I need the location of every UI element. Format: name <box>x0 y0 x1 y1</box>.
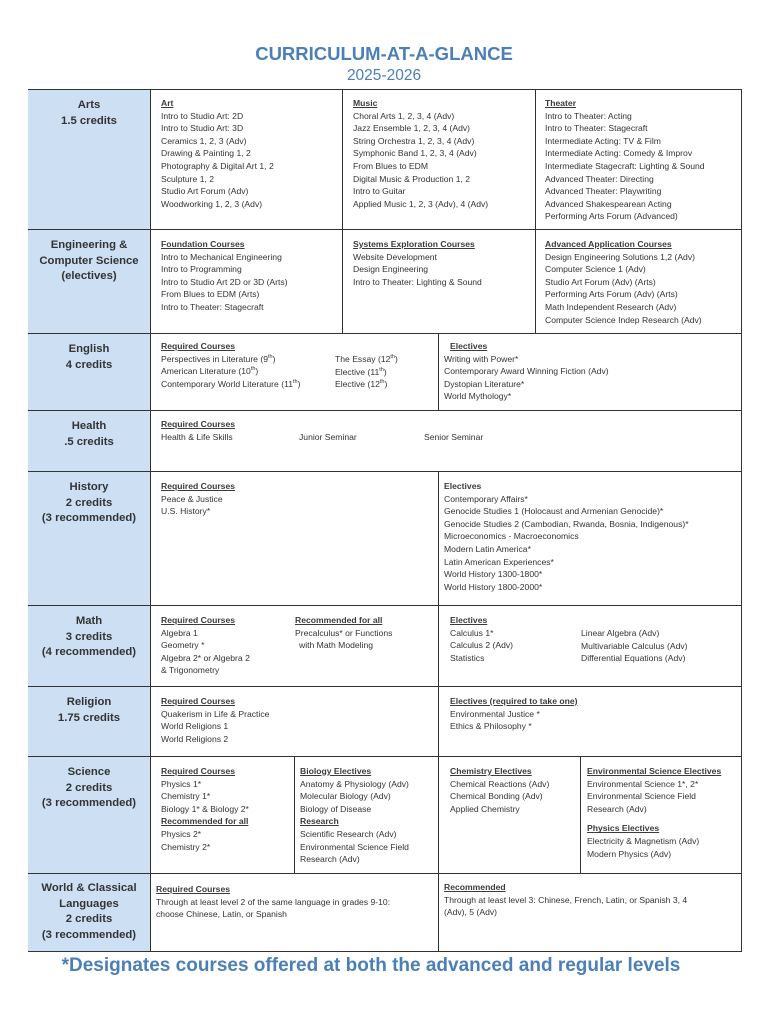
course-item: Ethics & Philosophy * <box>450 721 532 732</box>
column-divider <box>438 687 439 757</box>
course-text: ) <box>297 378 301 389</box>
course-item: Studio Art Forum (Adv) (Arts) <box>545 276 656 287</box>
math-recommended-column <box>295 614 392 652</box>
column-heading: Chemistry Electives <box>450 766 532 776</box>
column-heading: Electives <box>450 341 488 351</box>
math-electives-column-b <box>581 627 688 665</box>
english-required-column <box>161 340 300 390</box>
course-item: Sculpture 1, 2 <box>161 173 215 184</box>
subject-engineering <box>28 230 151 333</box>
course-item: Research (Adv) <box>300 854 360 865</box>
column-heading: Electives <box>450 615 488 625</box>
course-item: Intro to Theater: Acting <box>545 110 632 121</box>
column-heading: Electives <box>444 481 482 491</box>
subject-recommended: (3 recommended) <box>41 929 137 942</box>
course-item: Electricity & Magnetism (Adv) <box>587 835 700 846</box>
course-item: Performing Arts Forum (Adv) (Arts) <box>545 289 678 300</box>
subject-name: Math <box>75 615 103 627</box>
arts-music-column <box>353 97 488 210</box>
ordinal-suffix: th <box>268 353 273 360</box>
course-item: Environmental Science 1*, 2* <box>587 778 699 789</box>
ordinal-suffix: th <box>379 366 384 373</box>
column-divider <box>580 757 581 874</box>
subject-name: English <box>68 343 110 355</box>
column-divider <box>342 230 343 334</box>
history-electives-column <box>444 480 689 593</box>
course-item: Photography & Digital Art 1, 2 <box>161 160 274 171</box>
column-heading: Research <box>300 816 339 827</box>
course-item: Scientific Research (Adv) <box>300 828 397 839</box>
course-item: Intro to Theater: Lighting & Sound <box>353 276 482 287</box>
health-required <box>161 418 235 443</box>
course-item: Biology 1* & Biology 2* <box>161 803 249 814</box>
course-item: (Adv), 5 (Adv) <box>444 907 498 918</box>
column-divider <box>438 334 439 411</box>
subject-name: World & Classical <box>41 882 137 894</box>
eng-systems-column <box>353 238 482 288</box>
science-required-column <box>161 765 249 853</box>
course-text: Elective (11 <box>335 366 380 377</box>
course-item: Advanced Shakespearean Acting <box>545 198 672 209</box>
subject-math <box>28 606 151 686</box>
column-heading: Art <box>161 98 174 108</box>
history-required-column <box>161 480 235 518</box>
course-item: World Religions 1 <box>161 721 229 732</box>
subject-english <box>28 334 151 410</box>
column-divider <box>342 90 343 230</box>
religion-required-column <box>161 695 269 745</box>
course-item: Genocide Studies 2 (Cambodian, Rwanda, Bosnia, Indigenous)* <box>444 518 689 529</box>
column-heading: Music <box>353 98 378 108</box>
course-item: Website Development <box>353 251 437 262</box>
course-item: Intro to Theater: Stagecraft <box>545 123 648 134</box>
course-text: ) <box>255 366 259 377</box>
column-heading: Environmental Science Electives <box>587 766 722 776</box>
english-electives-column <box>444 340 609 403</box>
column-heading: Required Courses <box>161 615 236 625</box>
column-heading: Advanced Application Courses <box>545 239 672 249</box>
course-item: Jazz Ensemble 1, 2, 3, 4 (Adv) <box>353 123 471 134</box>
column-heading: Required Courses <box>161 341 236 351</box>
subject-name: Science <box>67 766 111 778</box>
course-item: Drawing & Painting 1, 2 <box>161 148 251 159</box>
page-title: CURRICULUM-AT-A-GLANCE <box>255 43 513 64</box>
course-item: Performing Arts Forum (Advanced) <box>545 211 678 222</box>
subject-credits: 2 credits <box>65 913 113 926</box>
arts-art-column <box>161 97 274 210</box>
subject-name: History <box>69 481 109 493</box>
course-item: Health & Life Skills <box>161 431 233 442</box>
course-text: ) <box>395 354 398 364</box>
eng-advanced-column <box>545 238 702 326</box>
column-heading: Required Courses <box>161 766 236 776</box>
course-item: From Blues to EDM (Arts) <box>161 289 260 300</box>
subject-health <box>28 411 151 471</box>
course-item: Latin American Experiences* <box>444 556 554 567</box>
footnote: *Designates courses offered at both the advanced and regular levels <box>61 955 681 976</box>
column-heading: Recommended <box>444 882 506 892</box>
course-item: Intro to Guitar <box>353 186 406 197</box>
course-item: Precalculus* or Functions <box>295 627 393 638</box>
course-item: Advanced Theater: Directing <box>545 173 654 184</box>
column-divider <box>294 757 295 874</box>
course-item: Calculus 1* <box>450 627 494 638</box>
religion-electives-column <box>450 695 578 733</box>
science-biology-column <box>300 765 409 866</box>
course-item: with Math Modeling <box>299 640 374 651</box>
course-item: choose Chinese, Latin, or Spanish <box>156 909 287 920</box>
course-item: World History 1800-2000* <box>444 581 543 592</box>
eng-foundation-column <box>161 238 288 314</box>
course-item: Chemical Bonding (Adv) <box>450 791 543 802</box>
course-item: Intro to Studio Art: 2D <box>161 110 244 121</box>
column-heading: Required Courses <box>161 696 236 706</box>
course-item: Choral Arts 1, 2, 3, 4 (Adv) <box>353 110 455 121</box>
course-item: Digital Music & Production 1, 2 <box>353 173 471 184</box>
course-item: Calculus 2 (Adv) <box>450 640 514 651</box>
course-item: Biology of Disease <box>300 803 372 814</box>
course-item <box>161 378 300 391</box>
course-item: Senior Seminar <box>424 432 484 442</box>
course-item: Writing with Power* <box>444 353 519 364</box>
subject-name: Health <box>71 420 107 432</box>
subject-credits: 2 credits <box>65 496 113 509</box>
course-item: Intro to Studio Art: 3D <box>161 123 244 134</box>
math-electives-column <box>450 614 513 664</box>
course-item: Intro to Theater: Stagecraft <box>161 301 264 312</box>
ordinal-suffix: th <box>293 378 298 385</box>
course-item: Computer Science Indep Research (Adv) <box>545 314 702 325</box>
course-item: Quakerism in Life & Practice <box>161 708 270 719</box>
column-heading: Required Courses <box>161 481 236 491</box>
column-divider <box>438 757 439 874</box>
column-divider <box>438 472 439 606</box>
subject-name: Languages <box>59 897 119 910</box>
course-item: Statistics <box>450 652 485 663</box>
column-heading: Theater <box>545 98 577 108</box>
ordinal-suffix: th <box>379 379 385 386</box>
course-item: Environmental Justice * <box>450 708 540 719</box>
course-item: Microeconomics - Macroeconomics <box>444 531 579 542</box>
course-item: Math Independent Research (Adv) <box>545 301 677 312</box>
course-text: The Essay (12 <box>335 354 391 364</box>
course-item: Anatomy & Physiology (Adv) <box>300 778 409 789</box>
column-heading: Systems Exploration Courses <box>353 239 475 249</box>
science-environmental-column <box>587 765 721 860</box>
column-divider <box>438 874 439 952</box>
column-divider <box>535 90 536 230</box>
course-text: Elective (12 <box>335 379 380 390</box>
subject-name: Computer Science <box>39 254 139 267</box>
course-item: Algebra 1 <box>161 627 198 638</box>
course-item: Environmental Science Field <box>587 791 696 802</box>
course-item: World Mythology* <box>444 391 512 402</box>
subject-name: Religion <box>66 696 112 708</box>
course-text: ) <box>384 379 388 390</box>
course-item: String Orchestra 1, 2, 3, 4 (Adv) <box>353 135 475 146</box>
course-item <box>161 365 300 378</box>
course-item: Design Engineering <box>353 264 429 275</box>
arts-theater-column <box>545 97 705 223</box>
languages-required-column <box>156 883 390 921</box>
column-divider <box>535 230 536 334</box>
course-item: Chemistry 1* <box>161 791 211 802</box>
course-item: Molecular Biology (Adv) <box>300 791 391 802</box>
course-item: Symphonic Band 1, 2, 3, 4 (Adv) <box>353 148 477 159</box>
course-item: Intermediate Acting: TV & Film <box>545 135 661 146</box>
subject-name: Engineering & <box>50 239 128 251</box>
column-heading: Biology Electives <box>300 766 372 776</box>
course-item: Design Engineering Solutions 1,2 (Adv) <box>545 251 696 262</box>
subject-credits: (electives) <box>61 270 117 283</box>
column-heading: Electives (required to take one) <box>450 696 578 706</box>
course-item: Junior Seminar <box>299 432 357 442</box>
column-heading: Recommended for all <box>161 816 249 827</box>
column-heading: Required Courses <box>156 884 231 894</box>
course-item: Studio Art Forum (Adv) <box>161 186 249 197</box>
course-item: & Trigonometry <box>161 665 220 676</box>
column-heading: Recommended for all <box>295 615 383 625</box>
school-year: 2025-2026 <box>346 67 422 84</box>
course-item: Modern Latin America* <box>444 543 531 554</box>
course-item: Contemporary Award Winning Fiction (Adv) <box>444 366 609 377</box>
subject-history <box>28 472 151 605</box>
course-item: Research (Adv) <box>587 803 647 814</box>
course-text: Perspectives in Literature (9 <box>161 353 268 364</box>
ordinal-suffix: th <box>390 354 395 361</box>
course-item: Intro to Studio Art 2D or 3D (Arts) <box>161 276 288 287</box>
course-item: Applied Music 1, 2, 3 (Adv), 4 (Adv) <box>353 198 489 209</box>
course-item: Woodworking 1, 2, 3 (Adv) <box>161 198 263 209</box>
ordinal-suffix: th <box>250 366 256 373</box>
course-item: Dystopian Literature* <box>444 378 525 389</box>
english-required-column-b <box>335 353 398 391</box>
course-text: Contemporary World Literature (11 <box>161 378 293 389</box>
subject-credits: 2 credits <box>65 781 113 794</box>
column-heading: Foundation Courses <box>161 239 245 249</box>
course-item: Intermediate Stagecraft: Lighting & Sound <box>545 160 705 171</box>
subject-credits: .5 credits <box>64 435 114 448</box>
course-item: Modern Physics (Adv) <box>587 848 672 859</box>
course-item: Algebra 2* or Algebra 2 <box>161 652 250 663</box>
course-item <box>161 353 300 366</box>
column-heading: Physics Electives <box>587 823 660 834</box>
course-text: ) <box>272 353 276 364</box>
course-item: Differential Equations (Adv) <box>581 653 686 664</box>
course-item: Peace & Justice <box>161 493 223 504</box>
subject-credits: 1.75 credits <box>57 711 121 724</box>
course-item: Physics 1* <box>161 778 202 789</box>
course-item: Contemporary Affairs* <box>444 493 528 504</box>
course-item <box>335 378 398 391</box>
course-item: Through at least level 2 of the same language in grades 9-10: <box>156 896 391 907</box>
column-divider <box>438 606 439 687</box>
subject-religion <box>28 687 151 756</box>
subject-languages <box>28 874 151 951</box>
course-item <box>335 353 398 366</box>
course-item: Chemistry 2* <box>161 841 211 852</box>
course-item: Through at least level 3: Chinese, French, Latin, or Spanish 3, 4 <box>444 894 688 905</box>
course-item: Intermediate Acting: Comedy & Improv <box>545 148 693 159</box>
subject-science <box>28 757 151 873</box>
subject-credits: 3 credits <box>65 630 113 643</box>
course-item: From Blues to EDM <box>353 160 428 171</box>
course-item <box>335 366 398 379</box>
course-item: Multivariable Calculus (Adv) <box>581 640 688 651</box>
course-item: Genocide Studies 1 (Holocaust and Armenian Genocide)* <box>444 506 664 517</box>
course-item: Applied Chemistry <box>450 803 520 814</box>
course-item: World History 1300-1800* <box>444 569 543 580</box>
languages-recommended-column <box>444 881 687 919</box>
subject-credits: 1.5 credits <box>61 114 117 127</box>
course-item: Computer Science 1 (Adv) <box>545 264 646 275</box>
course-item: World Religions 2 <box>161 733 229 744</box>
course-item: Intro to Mechanical Engineering <box>161 251 282 262</box>
course-item: Physics 2* <box>161 828 202 839</box>
course-item: Linear Algebra (Adv) <box>581 628 660 638</box>
course-text: ) <box>383 366 387 377</box>
course-item: Geometry * <box>161 640 205 651</box>
course-item: Advanced Theater: Playwriting <box>545 186 662 197</box>
subject-recommended: (4 recommended) <box>41 646 137 659</box>
course-item: U.S. History* <box>161 506 211 517</box>
subject-arts <box>28 90 151 229</box>
math-required-column <box>161 614 250 677</box>
course-item: Ceramics 1, 2, 3 (Adv) <box>161 135 247 146</box>
subject-credits: 4 credits <box>65 358 113 371</box>
course-item: Chemical Reactions (Adv) <box>450 778 550 789</box>
subject-name: Arts <box>77 99 101 111</box>
subject-recommended: (3 recommended) <box>41 512 137 525</box>
course-item: Intro to Programming <box>161 264 242 275</box>
column-heading: Required Courses <box>161 419 236 429</box>
science-chemistry-column <box>450 765 549 815</box>
course-text: American Literature (10 <box>161 366 251 377</box>
course-item: Environmental Science Field <box>300 841 409 852</box>
subject-recommended: (3 recommended) <box>41 797 137 810</box>
